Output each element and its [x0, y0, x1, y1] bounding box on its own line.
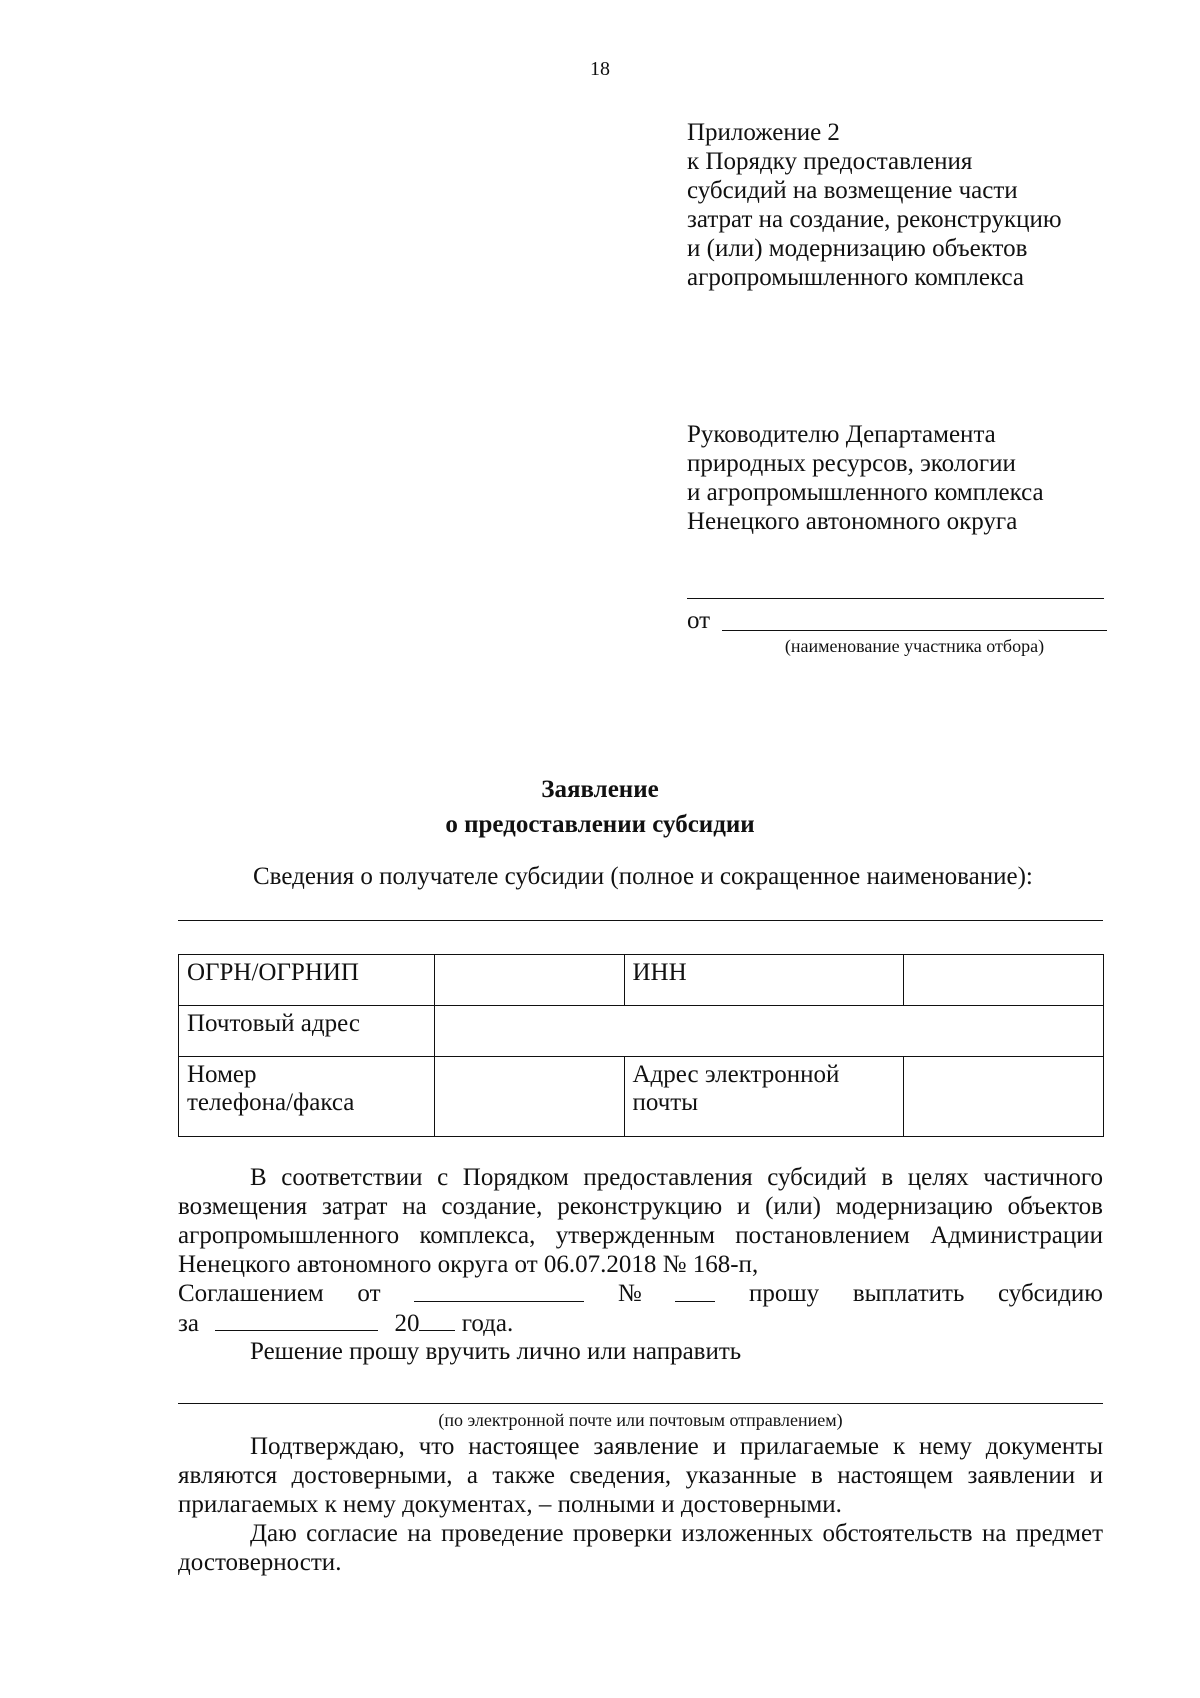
appendix-line: агропромышленного комплекса	[687, 264, 1025, 291]
phone-field[interactable]	[434, 1057, 624, 1137]
appendix-line: к Порядку предоставления	[687, 148, 973, 175]
participant-name-caption: (наименование участника отбора)	[784, 636, 1045, 656]
sender-blank-line[interactable]	[687, 598, 1104, 599]
appendix-line: затрат на создание, реконструкцию	[687, 206, 1062, 233]
participant-name-field[interactable]	[722, 630, 1107, 631]
title-line-2: о предоставлении субсидии	[445, 811, 755, 838]
title-line-1: Заявление	[541, 776, 659, 803]
agreement-date-field[interactable]	[414, 1279, 584, 1302]
email-label	[624, 1057, 904, 1137]
appendix-header	[687, 118, 1147, 292]
recipient-info-table	[178, 954, 1104, 1137]
page-number: 18	[590, 58, 610, 80]
email-field[interactable]	[904, 1057, 1104, 1137]
recipient-line: Ненецкого автономного округа	[687, 508, 1018, 535]
recipient-name-field[interactable]	[178, 920, 1103, 921]
appendix-line: и (или) модернизацию объектов	[687, 235, 1028, 262]
decision-method-caption: (по электронной почте или почтовым отправлением)	[438, 1410, 843, 1430]
appendix-line: субсидий на возмещение части	[687, 177, 1018, 204]
period-field[interactable]	[215, 1308, 378, 1331]
agreement-line	[178, 1279, 1103, 1308]
word-year: года.	[461, 1310, 514, 1337]
email-label-line-2: почты	[632, 1089, 699, 1116]
document-title	[0, 772, 1200, 842]
consent-paragraph: Даю согласие на проведение проверки изложенных обстоятельств на предмет достоверности.	[178, 1520, 1103, 1576]
recipient-line: природных ресурсов, экологии	[687, 450, 1016, 477]
email-label-line-1: Адрес электронной	[632, 1061, 840, 1088]
ogrn-label: ОГРН/ОГРНИП	[179, 955, 435, 1006]
decision-method-field[interactable]	[178, 1403, 1103, 1404]
agreement-from-word: от	[357, 1280, 381, 1307]
agreement-number-field[interactable]	[675, 1279, 715, 1302]
decision-text: Решение прошу вручить лично или направить	[250, 1338, 742, 1365]
postal-address-label: Почтовый адрес	[179, 1006, 435, 1057]
application-paragraph: В соответствии с Порядком предоставления субсидий в целях частичного возмещения затрат на создание, реконструкцию и (или) модернизацию объектов агропромышленного комплекса, утвержденным постановлением Администрации Ненецкого автономного округа от 06.07.2018 № 168-п,	[178, 1164, 1103, 1278]
word-subsidy: субсидию	[998, 1280, 1103, 1307]
period-line	[178, 1308, 513, 1338]
postal-address-field[interactable]	[434, 1006, 1103, 1057]
inn-field[interactable]	[904, 955, 1104, 1006]
word-pay: выплатить	[852, 1280, 965, 1307]
inn-label: ИНН	[624, 955, 904, 1006]
phone-label-line-2: телефона/факса	[187, 1089, 355, 1116]
agreement-number-sign: №	[617, 1280, 642, 1307]
confirmation-paragraph: Подтверждаю, что настоящее заявление и прилагаемые к нему документы являются достоверными, а также сведения, указанные в настоящем заявлении и прилагаемых к нему документах, – полными и достоверными.	[178, 1433, 1103, 1518]
phone-label-line-1: Номер	[187, 1061, 257, 1088]
recipient-line: и агропромышленного комплекса	[687, 479, 1044, 506]
table-row	[179, 1057, 1104, 1137]
phone-label	[179, 1057, 435, 1137]
ogrn-field[interactable]	[434, 955, 624, 1006]
from-label: от	[687, 607, 711, 634]
recipient-info-label: Сведения о получателе субсидии (полное и сокращенное наименование):	[253, 863, 1033, 890]
year-prefix: 20	[394, 1310, 420, 1337]
word-request: прошу	[749, 1280, 820, 1307]
agreement-word: Соглашением	[178, 1280, 324, 1307]
year-field[interactable]	[419, 1308, 455, 1331]
recipient-header	[687, 420, 1147, 536]
table-row	[179, 1006, 1104, 1057]
recipient-line: Руководителю Департамента	[687, 421, 996, 448]
table-row	[179, 955, 1104, 1006]
appendix-line: Приложение 2	[687, 119, 840, 146]
word-for: за	[178, 1310, 199, 1337]
